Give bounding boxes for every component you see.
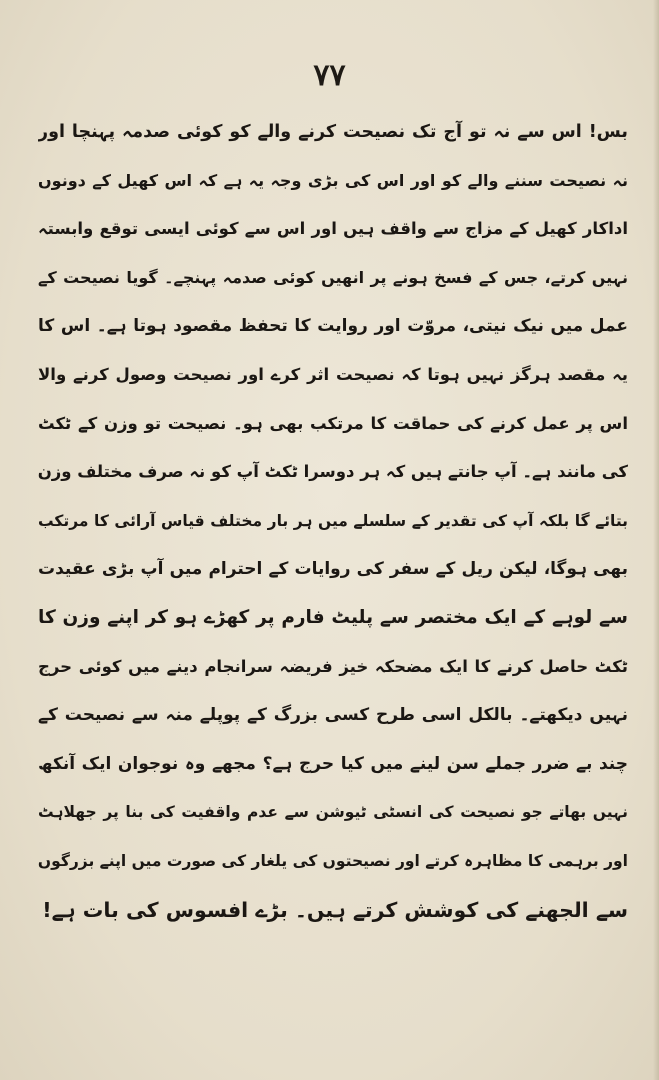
text-line: کی مانند ہے۔ آپ جانتے ہیں کہ ہر دوسرا ٹکٹ آپ کو نہ صرف مختلف وزن <box>38 462 628 482</box>
text-line: بتائے گا بلکہ آپ کی تقدیر کے سلسلے میں ہر بار مختلف قیاس آرائی کا مرتکب <box>38 511 628 530</box>
body-text <box>38 108 628 934</box>
text-line: یہ مقصد ہرگز نہیں ہوتا کہ نصیحت اثر کرے اور نصیحت وصول کرنے والا <box>38 364 628 384</box>
text-line: اس پر عمل کرنے کی حماقت کا مرتکب بھی ہو۔ نصیحت تو وزن کے ٹکٹ <box>38 413 628 433</box>
text-line: اور برہمی کا مظاہرہ کرتے اور نصیحتوں کی یلغار کی صورت میں اپنے بزرگوں <box>38 851 628 870</box>
text-line: ٹکٹ حاصل کرنے کا ایک مضحکہ خیز فریضہ سرانجام دینے میں کوئی حرج <box>38 656 628 676</box>
page-number: ۷۷ <box>313 58 346 93</box>
text-line: نہیں بھاتے جو نصیحت کی انسٹی ٹیوشن سے عدم واقفیت کی بنا پر جھلاہٹ <box>38 803 628 822</box>
page-edge-shadow <box>653 0 659 1080</box>
text-line: چند بے ضرر جملے سن لینے میں کیا حرج ہے؟ مجھے وہ نوجوان ایک آنکھ <box>38 753 628 774</box>
text-line: نہیں دیکھتے۔ بالکل اسی طرح کسی بزرگ کے پوپلے منہ سے نصیحت کے <box>38 705 628 726</box>
text-line: اداکار کھیل کے مزاج سے واقف ہیں اور اس سے کوئی ایسی توقع وابستہ <box>38 219 628 239</box>
text-line: نہ نصیحت سننے والے کو اور اس کی بڑی وجہ یہ ہے کہ اس کھیل کے دونوں <box>38 170 628 190</box>
text-line: سے لوہے کے ایک مختصر سے پلیٹ فارم پر کھڑے ہو کر اپنے وزن کا <box>38 606 628 628</box>
text-line: بس! اس سے نہ تو آج تک نصیحت کرنے والے کو کوئی صدمہ پہنچا اور <box>38 122 628 142</box>
text-line: نہیں کرتے، جس کے فسخ ہونے پر انھیں کوئی صدمہ پہنچے۔ گویا نصیحت کے <box>38 267 628 287</box>
text-line: سے الجھنے کی کوشش کرتے ہیں۔ بڑے افسوس کی بات ہے! <box>42 897 628 922</box>
text-line: عمل میں نیک نیتی، مروّت اور روایت کا تحفظ مقصود ہوتا ہے۔ اس کا <box>38 316 628 337</box>
text-line: بھی ہوگا، لیکن ریل کے سفر کی روایات کے احترام میں آپ بڑی عقیدت <box>38 559 628 580</box>
